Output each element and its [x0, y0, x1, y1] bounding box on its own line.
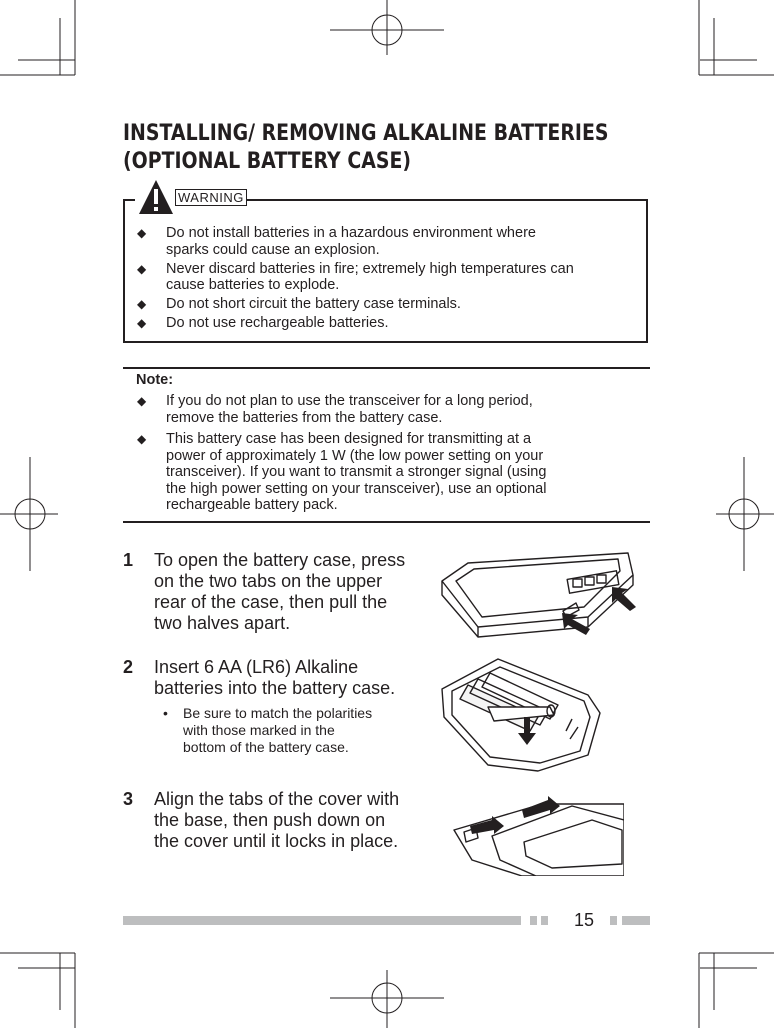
diamond-bullet-icon: ◆: [137, 432, 147, 446]
footer-bar: [123, 916, 521, 925]
step-text: To open the battery case, press on the two tabs on the upper rear of the case, then pull the two halves apart.: [154, 550, 406, 633]
step-text: Insert 6 AA (LR6) Alkaline batteries into the battery case.: [154, 657, 396, 698]
note-list: [124, 393, 614, 519]
page-number: 15: [574, 910, 595, 930]
diamond-bullet-icon: ◆: [137, 261, 147, 276]
footer-square: [541, 916, 548, 925]
list-item: ◆ Do not short circuit the battery case terminals.: [137, 296, 461, 312]
step-number: 1: [123, 550, 134, 570]
diamond-bullet-icon: ◆: [137, 297, 147, 311]
note-divider-top: [123, 367, 650, 369]
list-item: ◆ This battery case has been designed for transmitting at a power of approximately 1 W (the low power setting on your transceiver). If you want to transmit a stronger signal (using the high power setting on your transceiver), use an optional rechargeable battery pack.: [137, 431, 547, 513]
diamond-bullet-icon: ◆: [137, 316, 147, 330]
battery-insertion-illustration: [438, 655, 604, 777]
page-title: INSTALLING/ REMOVING ALKALINE BATTERIES (OPTIONAL BATTERY CASE): [123, 121, 609, 174]
cover-alignment-illustration: [452, 790, 624, 876]
diamond-bullet-icon: ◆: [137, 394, 147, 408]
footer-square: [610, 916, 617, 925]
diamond-bullet-icon: ◆: [137, 226, 147, 240]
warning-triangle-icon: [137, 178, 175, 216]
note-title: Note:: [136, 372, 174, 388]
warning-header: [135, 178, 179, 218]
battery-case-open-illustration: [438, 545, 644, 645]
step-number: 2: [123, 657, 134, 677]
step-text: Align the tabs of the cover with the base, then push down on the cover until it locks in place.: [154, 789, 400, 851]
footer-bar: [622, 916, 650, 925]
step-number: 3: [123, 789, 134, 809]
warning-label: WARNING: [175, 189, 247, 206]
footer-square: [530, 916, 537, 925]
warning-list: [124, 225, 644, 334]
dot-bullet-icon: •: [163, 705, 168, 721]
list-item: ◆ Never discard batteries in fire; extremely high temperatures can cause batteries to explode.: [137, 260, 574, 293]
list-item: ◆ If you do not plan to use the transceiver for a long period, remove the batteries from the battery case.: [137, 393, 533, 426]
note-divider-bottom: [123, 521, 650, 523]
list-item: ◆ Do not use rechargeable batteries.: [137, 315, 389, 331]
list-item: ◆ Do not install batteries in a hazardous environment where sparks could cause an explosion.: [137, 225, 536, 258]
